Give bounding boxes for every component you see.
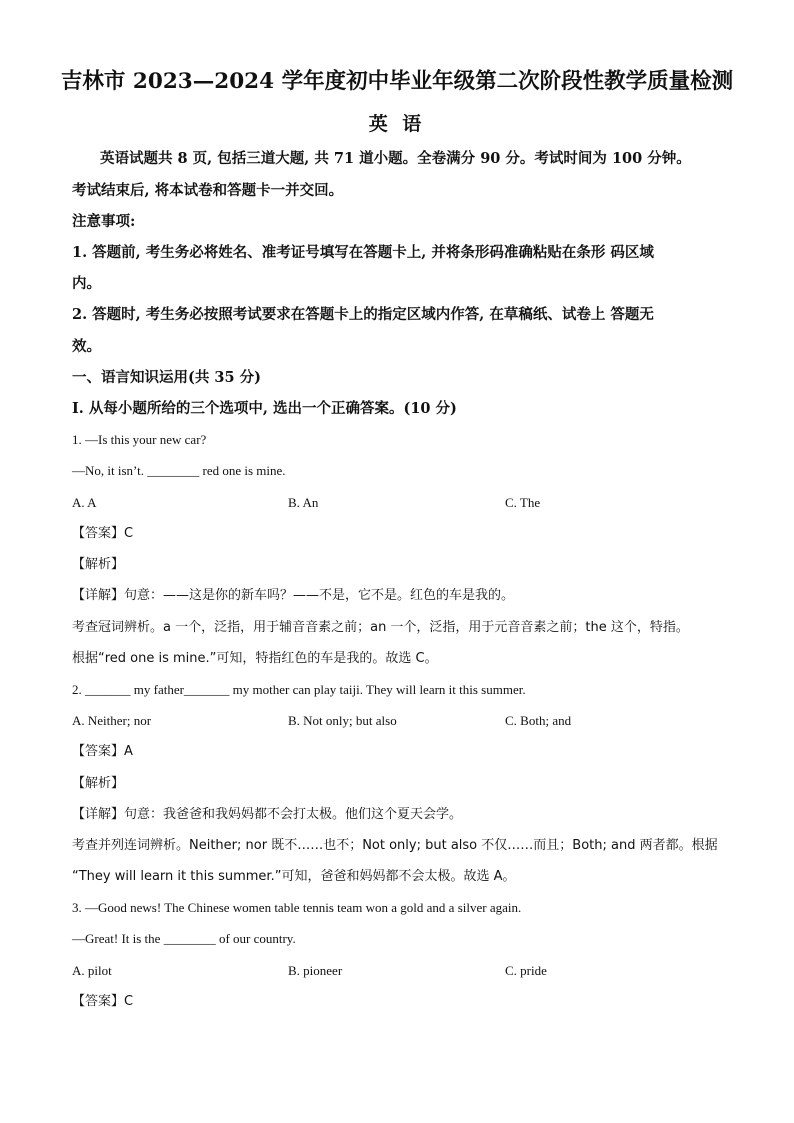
question-2-option-a: A. Neither; nor	[72, 713, 152, 728]
question-1-option-a: A. A	[72, 495, 97, 510]
question-1-stem: 1. —Is this your new car?	[72, 432, 207, 447]
question-3-answer: 【答案】C	[72, 994, 134, 1009]
intro-line-2: 考试结束后, 将本试卷和答题卡一并交回。	[72, 182, 344, 199]
question-1-analysis-label: 【解析】	[72, 557, 125, 572]
section-heading: 一、语言知识运用(共 35 分)	[72, 369, 261, 386]
question-2-option-c: C. Both; and	[505, 713, 572, 728]
note-2-line-1: 2. 答题时, 考生务必按照考试要求在答题卡上的指定区域内作答, 在草稿纸、试卷上 答题无	[72, 306, 654, 323]
question-2-option-b: B. Not only; but also	[288, 713, 397, 728]
question-1-option-c: C. The	[505, 495, 541, 510]
question-1-explain-1: 考查冠词辨析。a 一个，泛指，用于辅音音素之前；an 一个，泛指，用于元音音素之前；the 这个，特指。	[72, 620, 689, 635]
question-2-explain-1: 考查并列连词辨析。Neither; nor 既不……也不；Not only; but also 不仅……而且；Both; and 两者都。根据	[72, 838, 718, 853]
note-1-line-1: 1. 答题前, 考生务必将姓名、准考证号填写在答题卡上, 并将条形码准确粘贴在条形 码区域	[72, 244, 654, 261]
subject-title: 英 语	[368, 113, 426, 135]
notes-heading: 注意事项:	[72, 213, 136, 230]
question-1-option-b: B. An	[288, 495, 319, 510]
question-1-stem-reply: —No, it isn’t. ________ red one is mine.	[72, 463, 286, 478]
question-2-answer: 【答案】A	[72, 744, 133, 759]
question-2-analysis-label: 【解析】	[72, 776, 125, 791]
note-2-line-2: 效。	[72, 338, 101, 355]
note-1-line-2: 内。	[72, 275, 101, 292]
question-2-stem: 2. _______ my father_______ my mother can play taiji. They will learn it this summer.	[72, 682, 526, 697]
question-3-option-a: A. pilot	[72, 963, 112, 978]
question-1-detail: 【详解】句意：——这是你的新车吗？——不是，它不是。红色的车是我的。	[72, 588, 515, 603]
question-3-stem-reply: —Great! It is the ________ of our country.	[72, 931, 296, 946]
question-2-explain-2: “They will learn it this summer.”可知，爸爸和妈妈都不会太极。故选 A。	[72, 869, 516, 884]
intro-line-1: 英语试题共 8 页, 包括三道大题, 共 71 道小题。全卷满分 90 分。考试时间为 100 分钟。	[100, 150, 691, 167]
part-heading: I. 从每小题所给的三个选项中, 选出一个正确答案。(10 分)	[72, 400, 457, 417]
question-3-stem: 3. —Good news! The Chinese women table tennis team won a gold and a silver again.	[72, 900, 522, 915]
question-1-explain-2: 根据“red one is mine.”可知，特指红色的车是我的。故选 C。	[72, 651, 438, 666]
question-3-option-c: C. pride	[505, 963, 547, 978]
question-3-option-b: B. pioneer	[288, 963, 343, 978]
question-2-detail: 【详解】句意：我爸爸和我妈妈都不会打太极。他们这个夏天会学。	[72, 807, 463, 822]
page-title: 吉林市 2023—2024 学年度初中毕业年级第二次阶段性教学质量检测	[60, 69, 734, 94]
question-1-answer: 【答案】C	[72, 526, 134, 541]
